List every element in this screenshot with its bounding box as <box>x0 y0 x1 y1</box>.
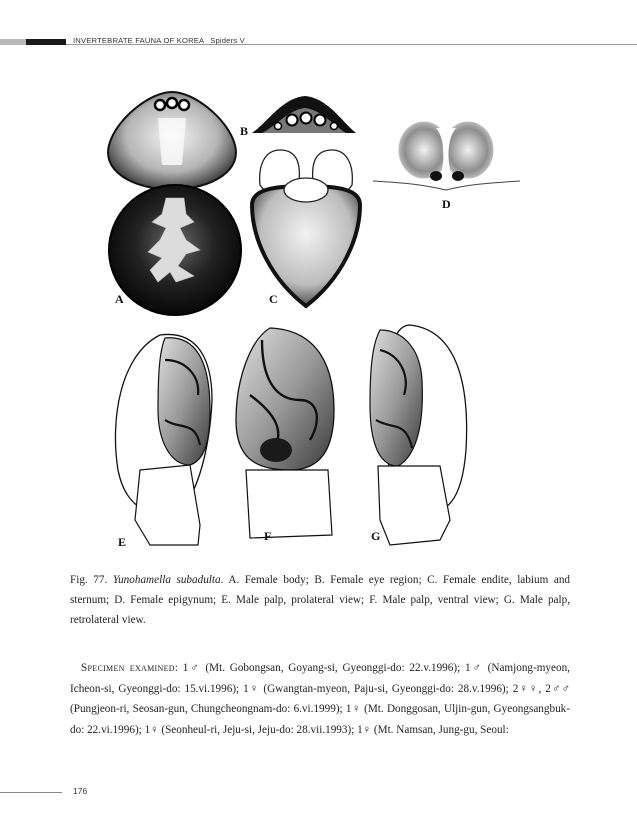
specimen-text: : 1♂ (Mt. Gobongsan, Goyang-si, Gyeonggi-do: 22.v.1996); 1♂ (Namjong-myeon, Icheon-si, Gyeonggi-do: 15.vi.1996); 1♀ (Gwangtan-myeon, Paju-si, Gyeonggi-do: 28.v.1996); 2♀♀, 2♂♂ (Pungjeon-ri, Seosan-gun, Chungcheongnam-do: 6.vi.1999); 1♀ (Mt. Donggosan, Uljin-gun, Gyeongsangbuk-do: 22.vi.1996); 1♀ (Seonheul-ri, Jeju-si, Jeju-do: 28.vii.1993); 1♀ (Mt. Namsan, Jung-gu, Seoul: <box>70 662 570 736</box>
specimen-examined-paragraph <box>70 658 570 740</box>
species-name: Yunohamella subadulta <box>112 574 221 586</box>
figure-caption <box>70 570 570 630</box>
running-title: INVERTEBRATE FAUNA OF KOREA <box>73 36 204 45</box>
panel-label-a: A <box>115 292 124 306</box>
specimen-heading: Specimen examined <box>81 662 175 674</box>
panel-b-eye-region <box>252 96 356 133</box>
volume-title: Spiders V <box>210 36 245 45</box>
page-number: 176 <box>73 786 88 796</box>
panel-f-palp-ventral <box>236 328 334 538</box>
panel-label-d: D <box>442 197 451 211</box>
panel-label-g: G <box>371 529 381 543</box>
panel-label-b: B <box>240 124 249 138</box>
panel-d-epigynum <box>373 122 520 190</box>
panel-a-female-body <box>108 92 241 315</box>
panel-e-palp-prolateral <box>115 334 212 545</box>
panel-c-sternum <box>252 150 360 306</box>
panel-g-palp-retrolateral <box>370 325 467 545</box>
caption-text: . A. Female body; B. Female eye region; C. Female endite, labium and sternum; D. Female epigynum; E. Male palp, prolateral view; F. Male palp, ventral view; G. Male palp, retrolateral view. <box>70 574 571 626</box>
footer-rule <box>0 792 62 793</box>
panel-label-e: E <box>118 535 127 549</box>
panel-label-c: C <box>269 292 278 306</box>
figure-number: Fig. 77. <box>70 574 108 586</box>
panel-label-f: F <box>264 529 272 543</box>
